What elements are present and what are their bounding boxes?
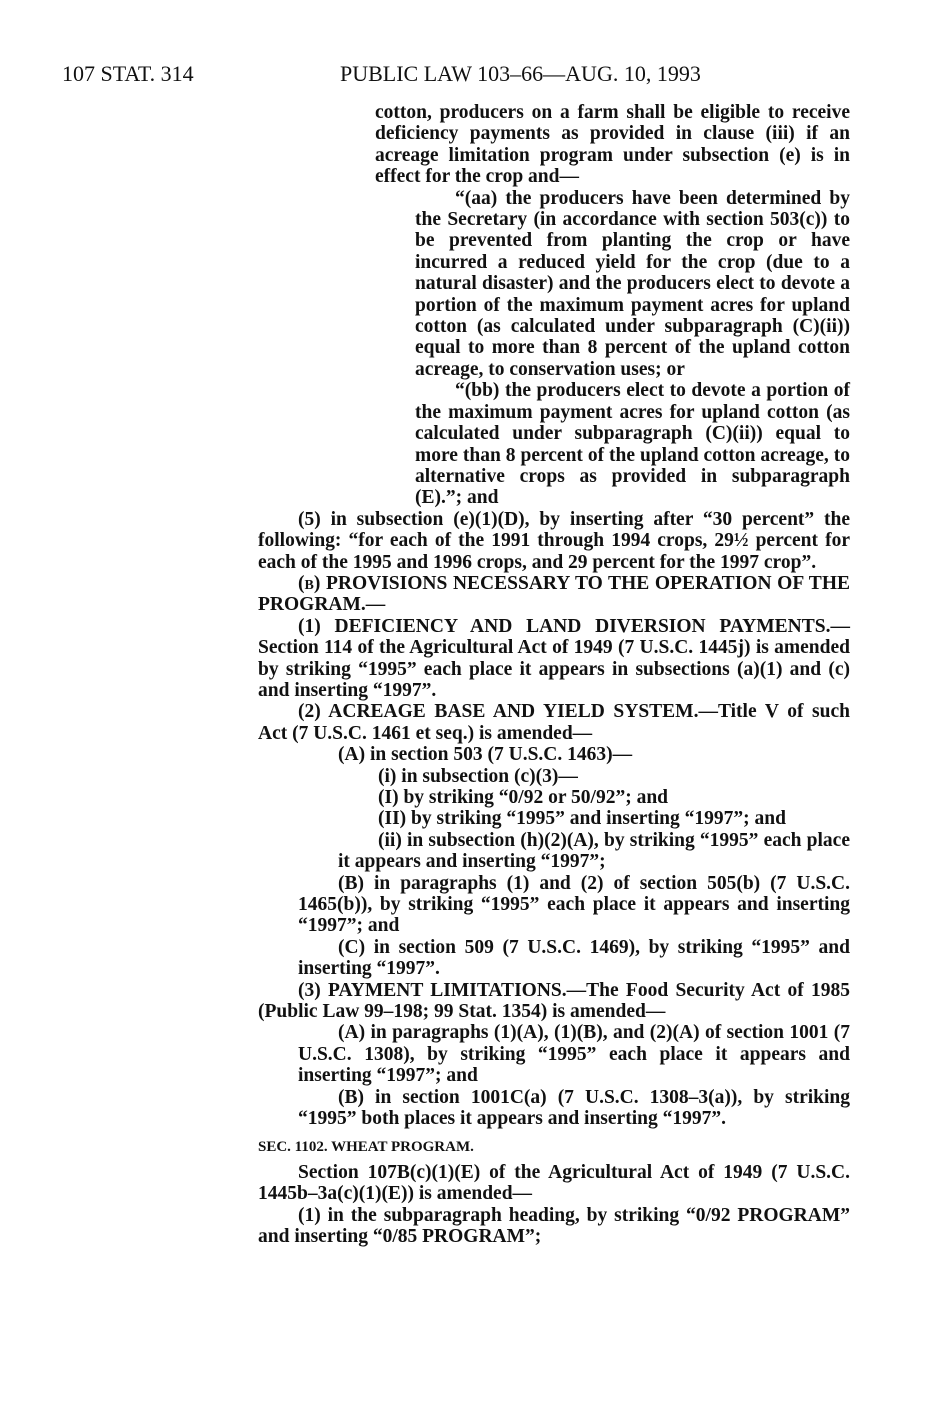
public-law-citation: PUBLIC LAW 103–66—AUG. 10, 1993 bbox=[340, 61, 701, 86]
clause-continuation: cotton, producers on a farm shall be eligible to receive deficiency payments as provided in clause (iii) if an acreage limitation program under subsection (e) is in effect for the crop and— bbox=[375, 102, 850, 188]
subparagraph-b-505: (B) in paragraphs (1) and (2) of section 505(b) (7 U.S.C. 1465(b)), by striking “1995” each place it appears and inserting “1997”; and bbox=[298, 872, 850, 937]
statute-citation: 107 STAT. 314 bbox=[62, 61, 194, 86]
paragraph-3-payment: (3) PAYMENT LIMITATIONS.—The Food Security Act of 1985 (Public Law 99–198; 99 Stat. 1354) is amended— bbox=[258, 979, 850, 1023]
subclause-bb: “(bb) the producers elect to devote a portion of the maximum payment acres for upland cotton (as calculated under subparagraph (C)(ii)) equal to more than 8 percent of the upland cotton acreage, to alternative crops as provided in subparagraph (E).”; and bbox=[415, 380, 850, 509]
paragraph-2-acreage: (2) ACREAGE BASE AND YIELD SYSTEM.—Title V of such Act (7 U.S.C. 1461 et seq.) is amended— bbox=[258, 701, 850, 744]
subclause-II: (II) by striking “1995” and inserting “1997”; and bbox=[378, 808, 786, 830]
clause-ii: (ii) in subsection (h)(2)(A), by striking “1995” each place it appears and inserting “1997”; bbox=[338, 829, 850, 873]
subsection-b-heading: (b) PROVISIONS NECESSARY TO THE OPERATION OF THE PROGRAM.— bbox=[258, 572, 850, 616]
paragraph-1-deficiency: (1) DEFICIENCY AND LAND DIVERSION PAYMENTS.—Section 114 of the Agricultural Act of 1949 (7 U.S.C. 1445j) is amended by striking “1995” each place it appears in subsections (a)(1) and (c) and inserting “1997”. bbox=[258, 615, 850, 701]
section-1102-heading: SEC. 1102. WHEAT PROGRAM. bbox=[258, 1138, 474, 1155]
subparagraph-a-503: (A) in section 503 (7 U.S.C. 1463)— bbox=[338, 744, 633, 766]
subclause-I: (I) by striking “0/92 or 50/92”; and bbox=[378, 787, 669, 808]
subparagraph-c-509: (C) in section 509 (7 U.S.C. 1469), by striking “1995” and inserting “1997”. bbox=[298, 936, 850, 980]
subparagraph-a-1001: (A) in paragraphs (1)(A), (1)(B), and (2)(A) of section 1001 (7 U.S.C. 1308), by striking “1995” each place it appears and inserting “1997”; and bbox=[298, 1022, 850, 1087]
subparagraph-b-1001c: (B) in section 1001C(a) (7 U.S.C. 1308–3(a)), by striking “1995” both places it appears and inserting “1997”. bbox=[298, 1086, 850, 1130]
section-1102-intro: Section 107B(c)(1)(E) of the Agricultural Act of 1949 (7 U.S.C. 1445b–3a(c)(1)(E)) is amended— bbox=[258, 1161, 850, 1205]
subclause-aa: “(aa) the producers have been determined by the Secretary (in accordance with section 503(c)) to be prevented from planting the crop or have incurred a reduced yield for the crop (due to a natural disaster) and the producers elect to devote a portion of the maximum payment acres for upland cotton (as calculated under subparagraph (C)(ii)) equal to more than 8 percent of the upland cotton acreage, to conservation uses; or bbox=[415, 187, 850, 380]
clause-i: (i) in subsection (c)(3)— bbox=[378, 765, 578, 787]
document-body bbox=[258, 102, 850, 1248]
paragraph-5: (5) in subsection (e)(1)(D), by inserting after “30 percent” the following: “for each of the 1991 through 1994 crops, 29½ percent for each of the 1995 and 1996 crops, and 29 percent for the 1997 crop”. bbox=[258, 508, 850, 573]
section-1102-paragraph-1: (1) in the subparagraph heading, by striking “0/92 PROGRAM” and inserting “0/85 PROGRAM”; bbox=[258, 1204, 850, 1248]
